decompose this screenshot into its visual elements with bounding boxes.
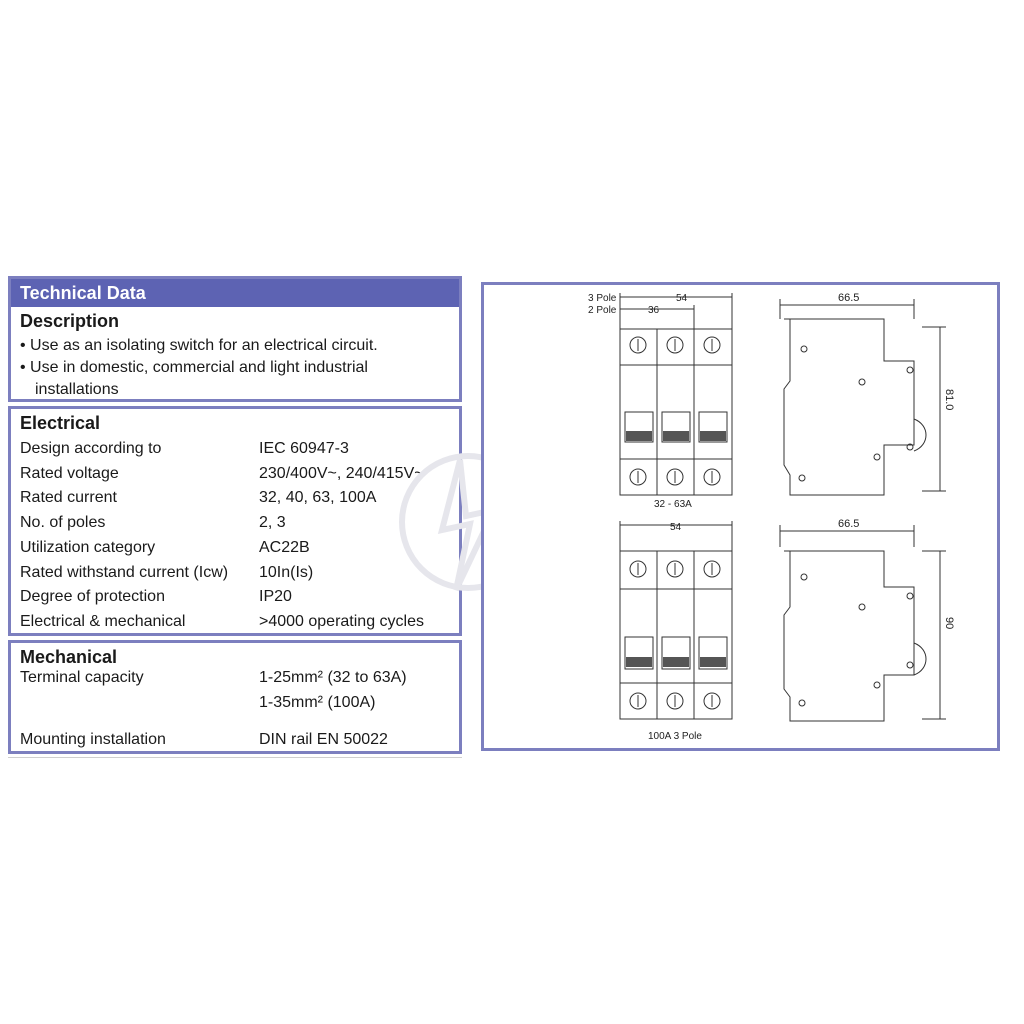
caption-32-63a: 32 - 63A (654, 499, 692, 510)
mounting-label: Mounting installation (20, 731, 166, 748)
row-value-protection: IP20 (259, 588, 292, 605)
row-value-current: 32, 40, 63, 100A (259, 489, 377, 506)
front-view-bottom (620, 521, 732, 719)
dim-81-top: 81.0 (943, 389, 955, 411)
description-bullet-1: • Use as an isolating switch for an electrical circuit. (20, 337, 378, 354)
row-label-protection: Degree of protection (20, 588, 165, 605)
row-value-voltage: 230/400V~, 240/415V~ (259, 465, 424, 482)
dim-54-top: 54 (676, 293, 688, 304)
technical-data-header: Technical Data (11, 279, 459, 307)
front-view-top (620, 293, 732, 495)
row-value-withstand: 10In(Is) (259, 564, 314, 581)
dim-54-bottom: 54 (670, 522, 682, 533)
caption-100a-3-pole: 100A 3 Pole (648, 731, 702, 742)
row-value-cycles: >4000 operating cycles (259, 613, 424, 630)
description-bullet-2-cont: installations (35, 381, 119, 398)
row-value-utilization: AC22B (259, 539, 310, 556)
row-label-cycles: Electrical & mechanical (20, 613, 186, 630)
terminal-capacity-label: Terminal capacity (20, 669, 144, 686)
dim-66-5-bottom: 66.5 (838, 518, 860, 530)
row-label-voltage: Rated voltage (20, 465, 119, 482)
row-label-withstand: Rated withstand current (Icw) (20, 564, 229, 581)
bottom-rule (8, 757, 462, 758)
mechanical-title: Mechanical (20, 647, 118, 667)
side-view-top (780, 299, 946, 495)
description-panel (8, 276, 462, 402)
row-label-utilization: Utilization category (20, 539, 156, 556)
row-value-design: IEC 60947-3 (259, 440, 349, 457)
label-2-pole: 2 Pole (588, 305, 617, 316)
row-value-poles: 2, 3 (259, 514, 286, 531)
description-bullet-2: • Use in domestic, commercial and light industrial (20, 359, 368, 376)
drawing-panel (481, 282, 1000, 751)
terminal-capacity-value-1: 1-25mm² (32 to 63A) (259, 669, 407, 686)
mounting-value: DIN rail EN 50022 (259, 731, 388, 748)
row-label-current: Rated current (20, 489, 117, 506)
dimension-drawing (484, 285, 997, 748)
mechanical-panel (8, 640, 462, 754)
dim-90-bottom: 90 (943, 617, 955, 630)
row-label-design: Design according to (20, 440, 162, 457)
label-3-pole: 3 Pole (588, 293, 617, 304)
terminal-capacity-value-2: 1-35mm² (100A) (259, 694, 376, 711)
dim-66-5-top: 66.5 (838, 292, 860, 304)
side-view-bottom (780, 525, 946, 721)
dim-36: 36 (648, 305, 660, 316)
row-label-poles: No. of poles (20, 514, 106, 531)
description-title: Description (20, 311, 120, 331)
electrical-title: Electrical (20, 413, 101, 433)
